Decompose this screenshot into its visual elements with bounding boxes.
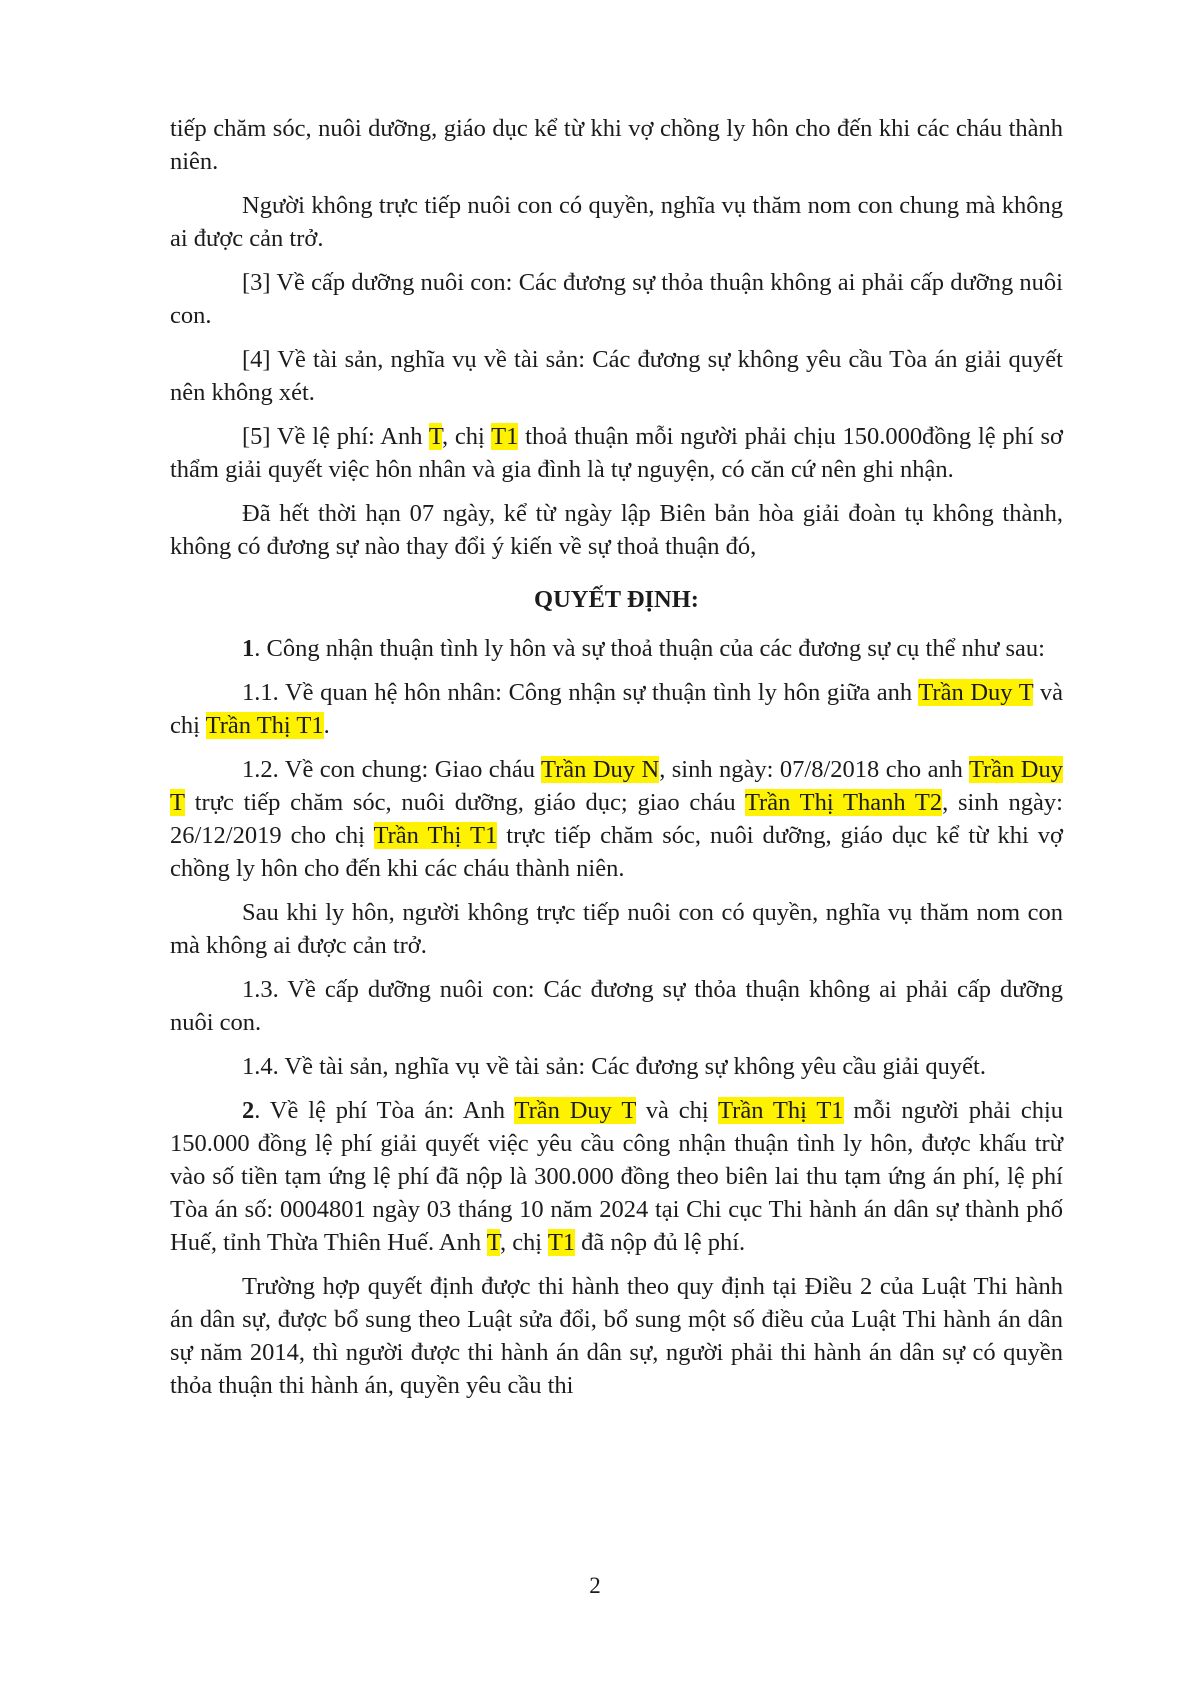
text-run: và chị xyxy=(170,679,1064,739)
decision-item-2 xyxy=(170,1094,1063,1259)
text-run: , chị xyxy=(441,423,492,450)
highlighted-name: T xyxy=(428,423,442,450)
text-run: . Công nhận thuận tình ly hôn và sự thoả thuận của các đương sự cụ thể như sau: xyxy=(254,635,1045,662)
text-run: , sinh ngày: 07/8/2018 cho anh xyxy=(659,756,969,783)
highlighted-name: Trần Thị T1 xyxy=(205,712,324,739)
decision-item-1-2 xyxy=(170,753,1063,885)
highlighted-name: T1 xyxy=(547,1229,576,1256)
text-run: trực tiếp chăm sóc, nuôi dưỡng, giáo dục; giao cháu xyxy=(184,789,745,816)
text-run: 1.2. Về con chung: Giao cháu xyxy=(242,756,542,783)
item-number: 2 xyxy=(242,1097,255,1124)
text-run: trực tiếp chăm sóc, nuôi dưỡng, giáo dục kể từ khi vợ chồng ly hôn cho đến khi các cháu thành niên. xyxy=(170,822,1063,882)
item-number: 1 xyxy=(242,635,255,662)
text-run: 1.1. Về quan hệ hôn nhân: Công nhận sự thuận tình ly hôn giữa anh xyxy=(242,679,919,706)
paragraph-deadline: Đã hết thời hạn 07 ngày, kể từ ngày lập Biên bản hòa giải đoàn tụ không thành, không có đương sự nào thay đổi ý kiến về sự thoả thuận đó, xyxy=(170,500,1063,560)
highlighted-name: Trần Duy N xyxy=(541,756,660,783)
decision-item-1 xyxy=(170,632,1063,665)
text-run: thoả thuận mỗi người phải chịu 150.000đồng lệ phí sơ thẩm giải quyết việc hôn nhân và gia đình là tự nguyện, có căn cứ nên ghi nhận. xyxy=(170,423,1063,483)
highlighted-name: T1 xyxy=(491,423,519,450)
highlighted-name: Trần Thị Thanh T2 xyxy=(744,789,943,816)
paragraph-property: [4] Về tài sản, nghĩa vụ về tài sản: Các đương sự không yêu cầu Tòa án giải quyết nên không xét. xyxy=(170,346,1063,406)
highlighted-name: Trần Thị T1 xyxy=(718,1097,844,1124)
highlighted-name: Trần Duy T xyxy=(170,756,1063,816)
text-run: đã nộp đủ lệ phí. xyxy=(575,1229,746,1256)
text-run: mỗi người phải chịu 150.000 đồng lệ phí giải quyết việc yêu cầu công nhận thuận tình ly hôn, được khấu trừ vào số tiền tạm ứng lệ phí đã nộp là 300.000 đồng theo biên lai thu tạm ứng án phí, lệ phí Tòa án số: 0004801 ngày 03 tháng 10 năm 2024 tại Chi cục Thi hành án dân sự thành phố Huế, tỉnh Thừa Thiên Huế. Anh xyxy=(170,1097,1063,1256)
highlighted-name: Trần Duy T xyxy=(514,1097,636,1124)
decision-item-1-1 xyxy=(170,676,1063,742)
text-run: , sinh ngày: 26/12/2019 cho chị xyxy=(170,789,1063,849)
highlighted-name: T xyxy=(486,1229,500,1256)
paragraph-enforcement: Trường hợp quyết định được thi hành theo quy định tại Điều 2 của Luật Thi hành án dân sự, được bổ sung theo Luật sửa đổi, bổ sung một số điều của Luật Thi hành án dân sự năm 2014, thì người được thi hành án dân sự, người phải thi hành án dân sự có quyền thỏa thuận thi hành án, quyền yêu cầu thi xyxy=(170,1273,1063,1399)
paragraph-child-support: [3] Về cấp dưỡng nuôi con: Các đương sự thỏa thuận không ai phải cấp dưỡng nuôi con. xyxy=(170,269,1063,329)
paragraph-continuation: tiếp chăm sóc, nuôi dưỡng, giáo dục kể từ khi vợ chồng ly hôn cho đến khi các cháu thành niên. xyxy=(170,115,1063,175)
page-number: 2 xyxy=(589,1573,601,1598)
decision-item-1-3: 1.3. Về cấp dưỡng nuôi con: Các đương sự thỏa thuận không ai phải cấp dưỡng nuôi con. xyxy=(170,976,1063,1036)
paragraph-visitation-rights: Người không trực tiếp nuôi con có quyền, nghĩa vụ thăm nom con chung mà không ai được cản trở. xyxy=(170,192,1063,252)
decision-heading: QUYẾT ĐỊNH: xyxy=(534,586,699,613)
decision-item-1-4: 1.4. Về tài sản, nghĩa vụ về tài sản: Các đương sự không yêu cầu giải quyết. xyxy=(242,1053,986,1080)
text-run: . xyxy=(323,712,330,739)
text-run: và chị xyxy=(635,1097,719,1124)
text-run: [5] Về lệ phí: Anh xyxy=(242,423,429,450)
text-run: . Về lệ phí Tòa án: Anh xyxy=(254,1097,515,1124)
document-body xyxy=(170,112,1063,1413)
highlighted-name: Trần Duy T xyxy=(918,679,1034,706)
paragraph-fees xyxy=(170,420,1063,486)
highlighted-name: Trần Thị T1 xyxy=(373,822,498,849)
text-run: , chị xyxy=(499,1229,548,1256)
paragraph-visitation-after-divorce: Sau khi ly hôn, người không trực tiếp nuôi con có quyền, nghĩa vụ thăm nom con mà không ai được cản trở. xyxy=(170,899,1063,959)
